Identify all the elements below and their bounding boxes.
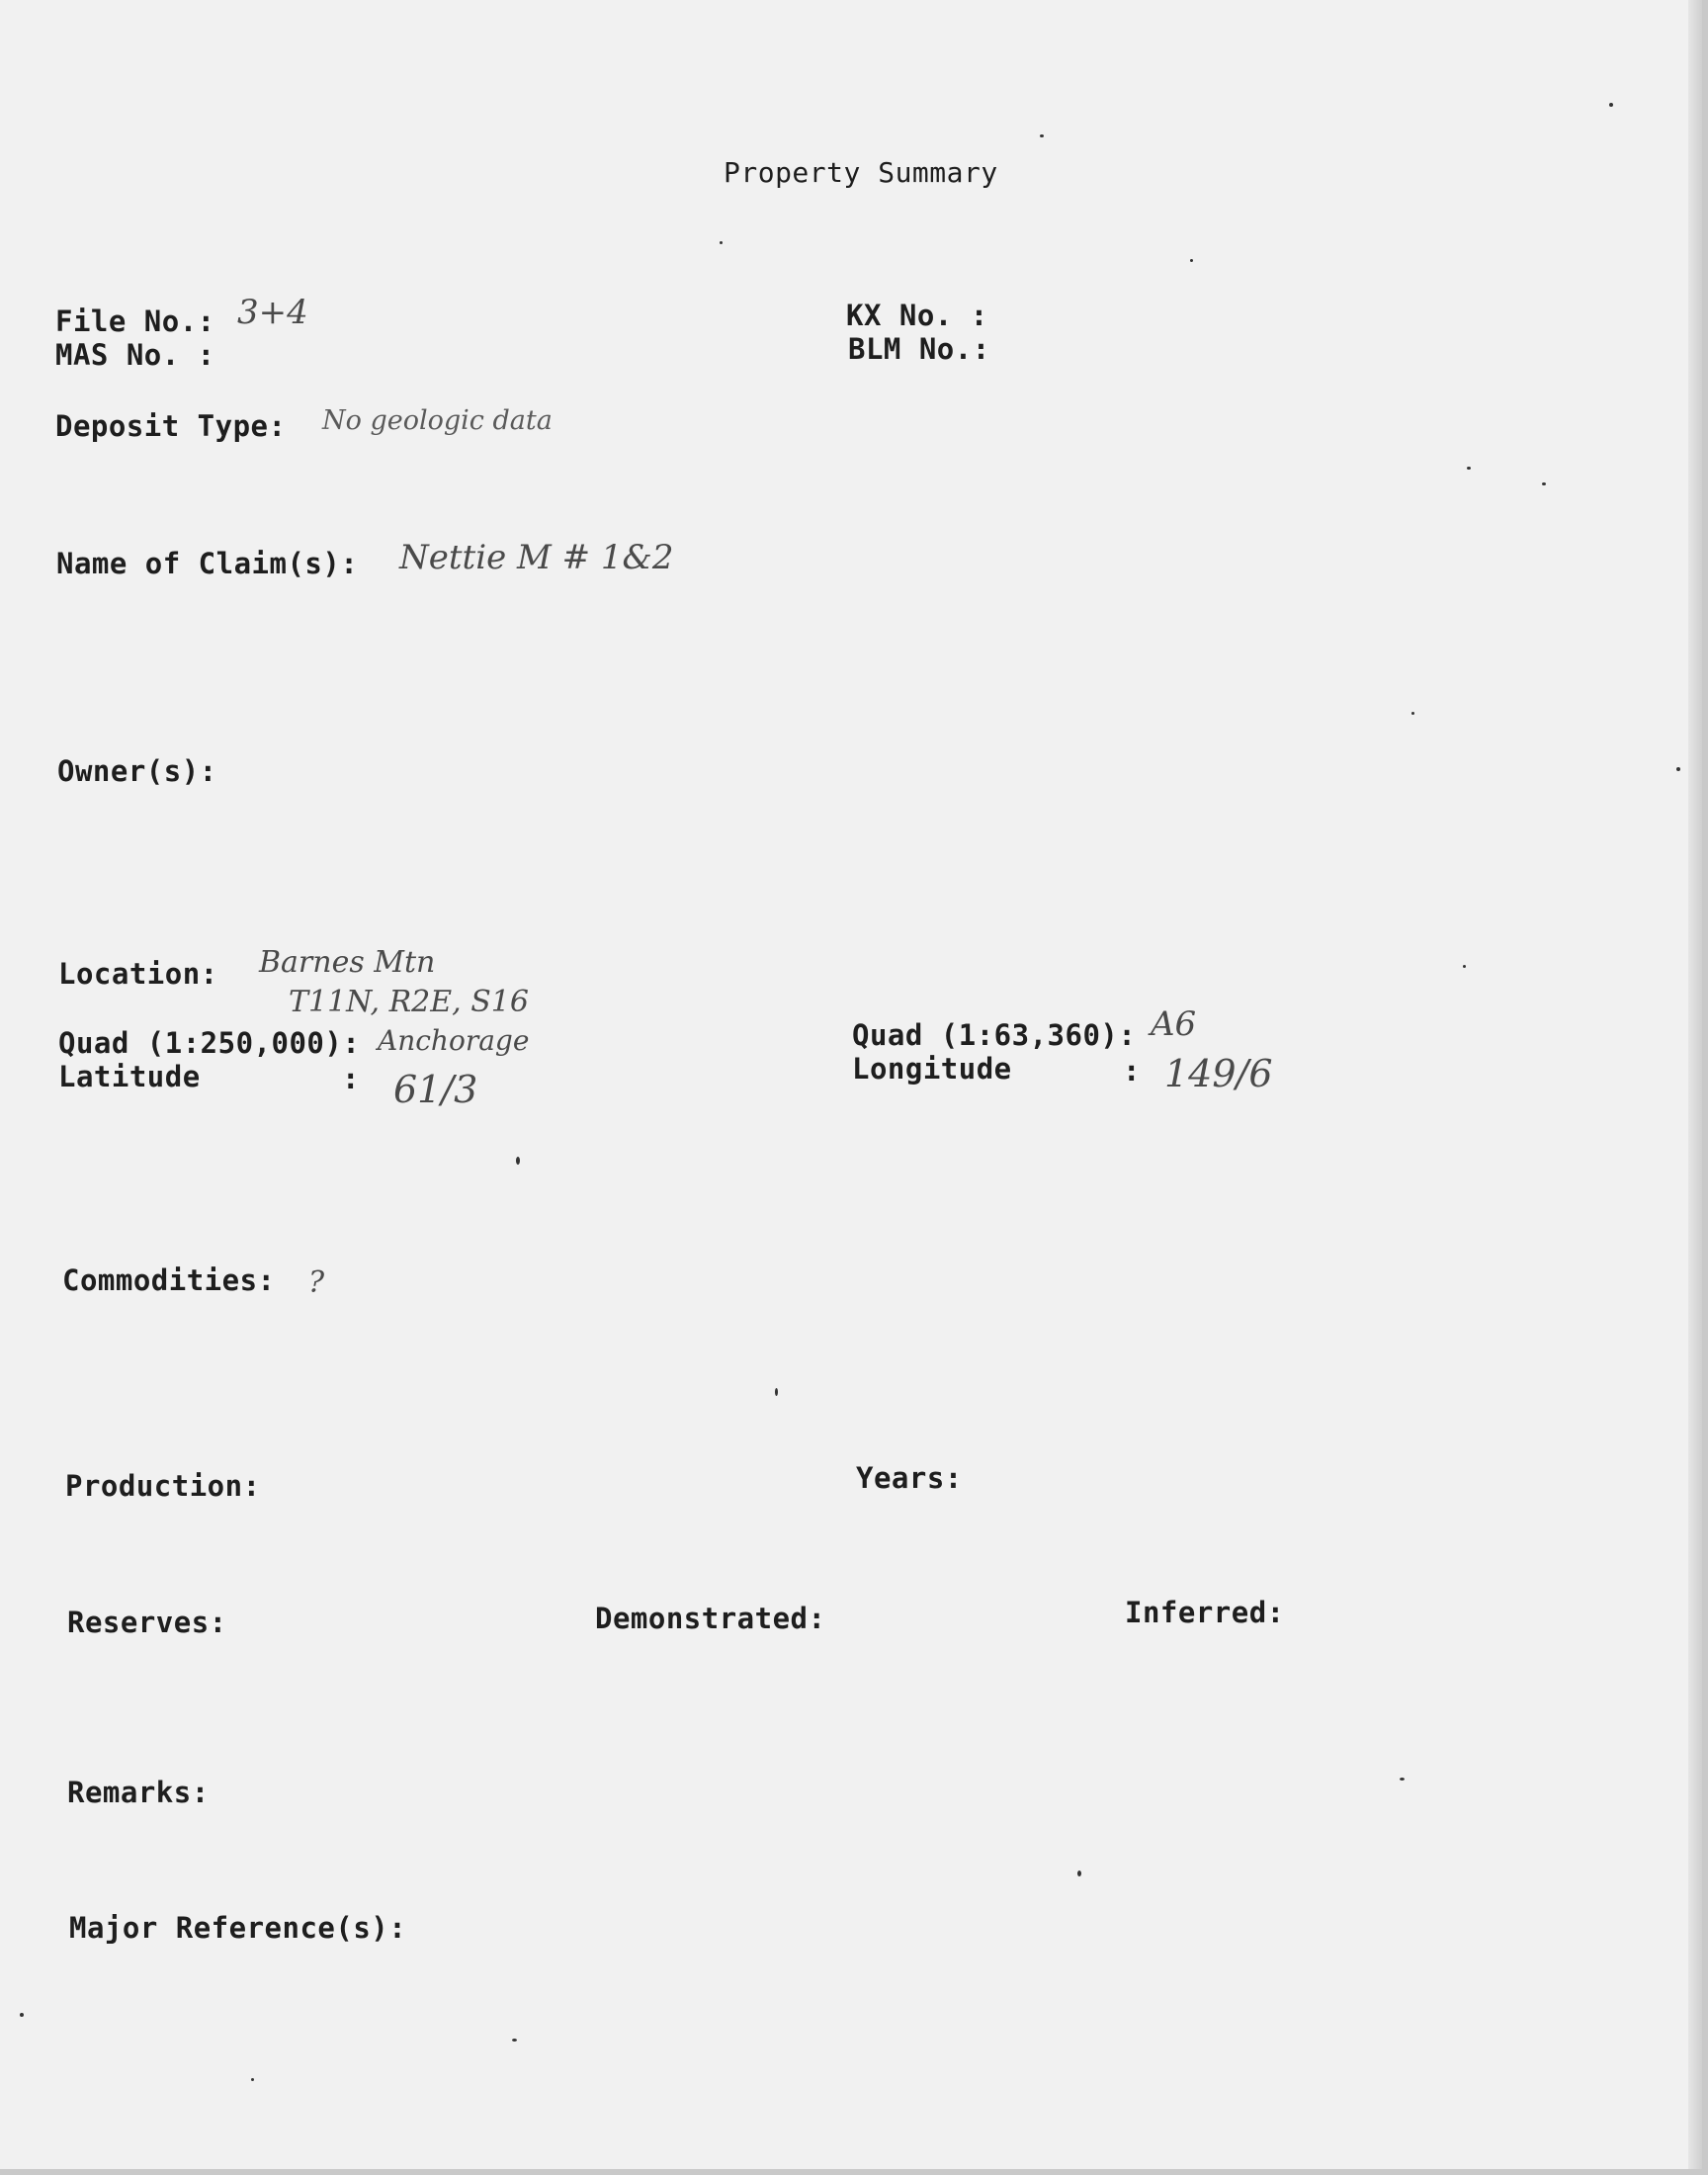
- page-title: Property Summary: [724, 156, 998, 189]
- scan-speck: [1609, 103, 1613, 107]
- commodities-label: Commodities:: [62, 1263, 276, 1297]
- quad-63k-value: A6: [1151, 1004, 1197, 1044]
- longitude-label: Longitude: [852, 1052, 1012, 1086]
- location-label: Location:: [58, 957, 218, 991]
- claim-names-label: Name of Claim(s):: [56, 547, 359, 580]
- longitude-value: 149/6: [1164, 1052, 1273, 1095]
- mas-no-label: MAS No. :: [55, 338, 215, 372]
- production-label: Production:: [65, 1469, 261, 1503]
- latitude-colon: :: [342, 1062, 360, 1095]
- demonstrated-label: Demonstrated:: [595, 1602, 826, 1635]
- scan-speck: [1542, 482, 1546, 485]
- file-no-value: 3+4: [237, 293, 308, 332]
- quad-63k-label: Quad (1:63,360):: [852, 1018, 1137, 1052]
- deposit-type-label: Deposit Type:: [55, 409, 287, 443]
- remarks-label: Remarks:: [67, 1776, 210, 1809]
- file-no-label: File No.:: [55, 304, 215, 338]
- quad-250k-label: Quad (1:250,000):: [58, 1026, 361, 1060]
- scan-speck: [1040, 134, 1044, 137]
- scan-speck: [1077, 1870, 1081, 1876]
- scan-speck: [1400, 1778, 1405, 1781]
- scan-speck: [516, 1157, 520, 1165]
- latitude-label: Latitude: [58, 1060, 201, 1093]
- years-label: Years:: [856, 1461, 963, 1495]
- quad-250k-value: Anchorage: [378, 1024, 530, 1057]
- scan-speck: [20, 2013, 24, 2017]
- scan-speck: [512, 2039, 517, 2042]
- location-value-line2: T11N, R2E, S16: [289, 985, 529, 1019]
- reserves-label: Reserves:: [67, 1606, 227, 1639]
- deposit-type-value: No geologic data: [322, 405, 553, 436]
- kx-no-label: KX No. :: [846, 299, 988, 332]
- scan-speck: [251, 2078, 254, 2081]
- scan-speck: [1463, 965, 1466, 968]
- claim-names-value: Nettie M # 1&2: [399, 538, 674, 577]
- longitude-colon: :: [1123, 1054, 1141, 1088]
- major-references-label: Major Reference(s):: [69, 1911, 407, 1945]
- scan-speck: [720, 241, 723, 244]
- owners-label: Owner(s):: [57, 754, 217, 788]
- scan-speck: [1676, 767, 1680, 771]
- inferred-label: Inferred:: [1125, 1596, 1285, 1629]
- scan-speck: [775, 1388, 778, 1396]
- location-value-line1: Barnes Mtn: [259, 945, 436, 980]
- scan-speck: [1467, 467, 1471, 470]
- latitude-value: 61/3: [393, 1068, 478, 1111]
- scan-speck: [1411, 712, 1414, 715]
- commodities-value: ?: [308, 1265, 325, 1300]
- blm-no-label: BLM No.:: [848, 332, 990, 366]
- scan-speck: [1190, 259, 1193, 262]
